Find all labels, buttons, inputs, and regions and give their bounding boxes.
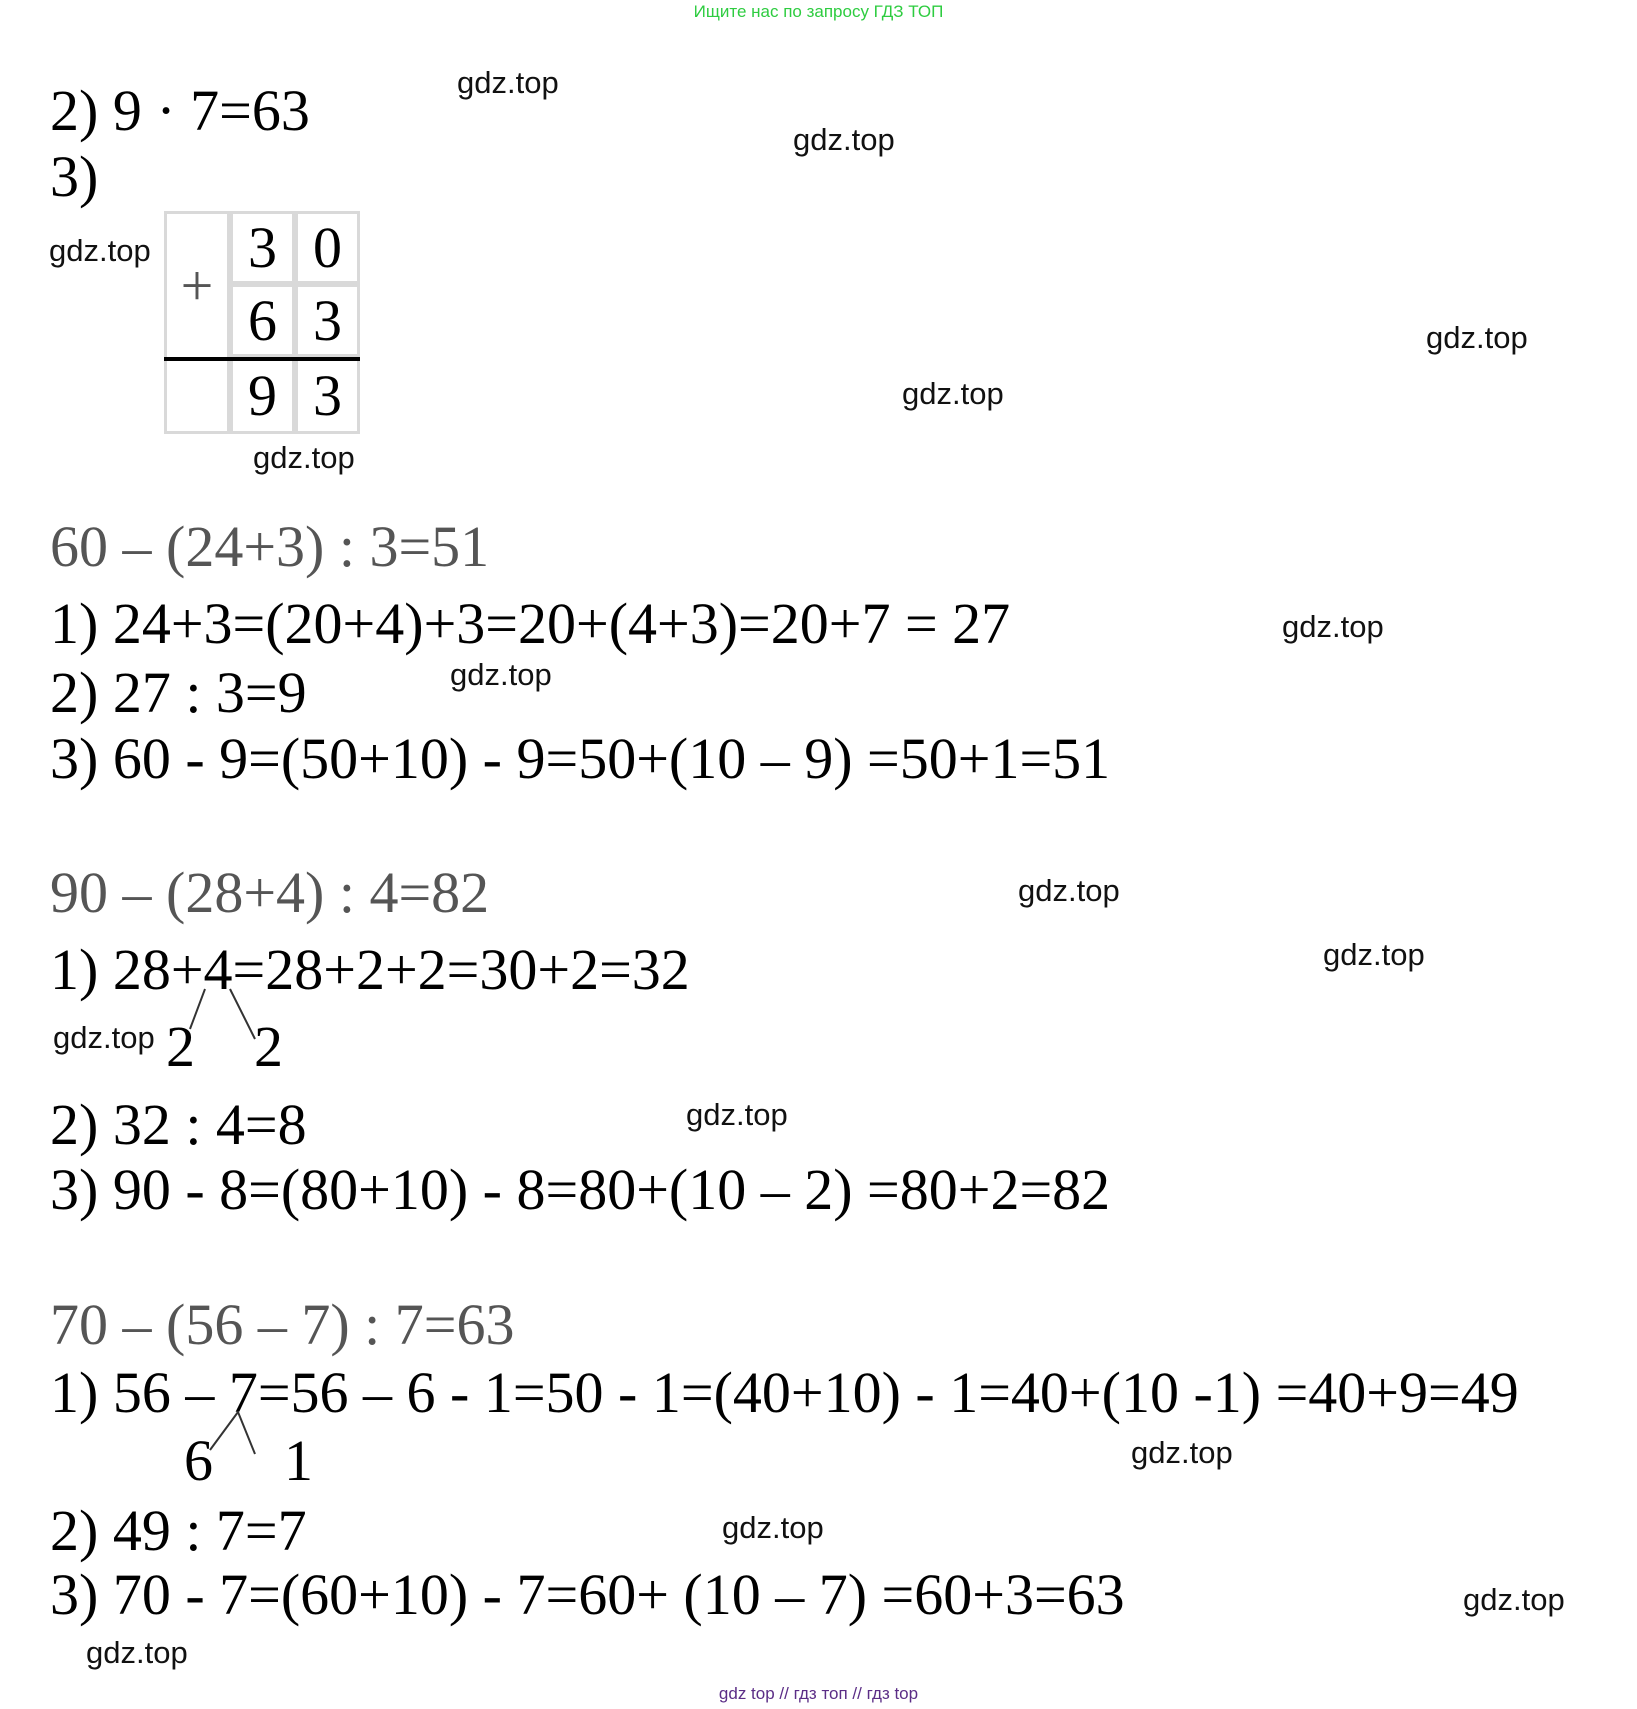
watermark: gdz.top bbox=[53, 1020, 155, 1055]
watermark: gdz.top bbox=[450, 657, 552, 692]
digit-cell: 6 bbox=[230, 284, 295, 357]
plus-sign: + bbox=[180, 252, 214, 318]
step-1: 1) 56 – 7=56 – 6 - 1=50 - 1=(40+10) - 1=40+(10 -1) =40+9=49 bbox=[50, 1360, 1519, 1425]
block1-line2: 2) 9 · 7=63 bbox=[50, 78, 310, 143]
split-digit: 2 bbox=[254, 1014, 283, 1079]
expression-heading: 90 – (28+4) : 4=82 bbox=[50, 860, 490, 925]
step-2: 2) 27 : 3=9 bbox=[50, 660, 307, 725]
watermark: gdz.top bbox=[722, 1510, 824, 1545]
watermark: gdz.top bbox=[86, 1635, 188, 1670]
step-3: 3) 90 - 8=(80+10) - 8=80+(10 – 2) =80+2=82 bbox=[50, 1157, 1111, 1222]
watermark: gdz.top bbox=[1463, 1582, 1565, 1617]
watermark: gdz.top bbox=[457, 65, 559, 100]
watermark: gdz.top bbox=[1131, 1435, 1233, 1470]
watermark: gdz.top bbox=[902, 376, 1004, 411]
expression-heading: 70 – (56 – 7) : 7=63 bbox=[50, 1292, 515, 1357]
digit-cell: 3 bbox=[230, 211, 295, 284]
watermark: gdz.top bbox=[253, 440, 355, 475]
step-3: 3) 60 - 9=(50+10) - 9=50+(10 – 9) =50+1=51 bbox=[50, 726, 1111, 791]
plus-cell bbox=[164, 211, 230, 357]
step-3: 3) 70 - 7=(60+10) - 7=60+ (10 – 7) =60+3=63 bbox=[50, 1562, 1125, 1627]
step-1: 1) 24+3=(20+4)+3=20+(4+3)=20+7 = 27 bbox=[50, 591, 1011, 656]
watermark: gdz.top bbox=[686, 1097, 788, 1132]
search-banner: Ищите нас по запросу ГДЗ ТОП bbox=[693, 2, 944, 21]
step-2: 2) 49 : 7=7 bbox=[50, 1498, 307, 1563]
result-digit-cell: 9 bbox=[230, 361, 295, 434]
watermark: gdz.top bbox=[1018, 873, 1120, 908]
watermark: gdz.top bbox=[1426, 320, 1528, 355]
watermark: gdz.top bbox=[793, 122, 895, 157]
step-1: 1) 28+4=28+2+2=30+2=32 bbox=[50, 937, 690, 1002]
digit-cell: 3 bbox=[295, 284, 360, 357]
result-digit-cell: 3 bbox=[295, 361, 360, 434]
footer-links: gdz top // гдз топ // гдз top bbox=[718, 1684, 919, 1703]
split-digit: 1 bbox=[284, 1428, 313, 1493]
block1-line3: 3) bbox=[50, 144, 99, 209]
expression-heading: 60 – (24+3) : 3=51 bbox=[50, 514, 490, 579]
digit-cell: 0 bbox=[295, 211, 360, 284]
step-2: 2) 32 : 4=8 bbox=[50, 1092, 307, 1157]
empty-cell bbox=[164, 361, 230, 434]
watermark: gdz.top bbox=[49, 233, 151, 268]
split-digit: 2 bbox=[166, 1014, 195, 1079]
watermark: gdz.top bbox=[1323, 937, 1425, 972]
watermark: gdz.top bbox=[1282, 609, 1384, 644]
split-digit: 6 bbox=[184, 1428, 213, 1493]
